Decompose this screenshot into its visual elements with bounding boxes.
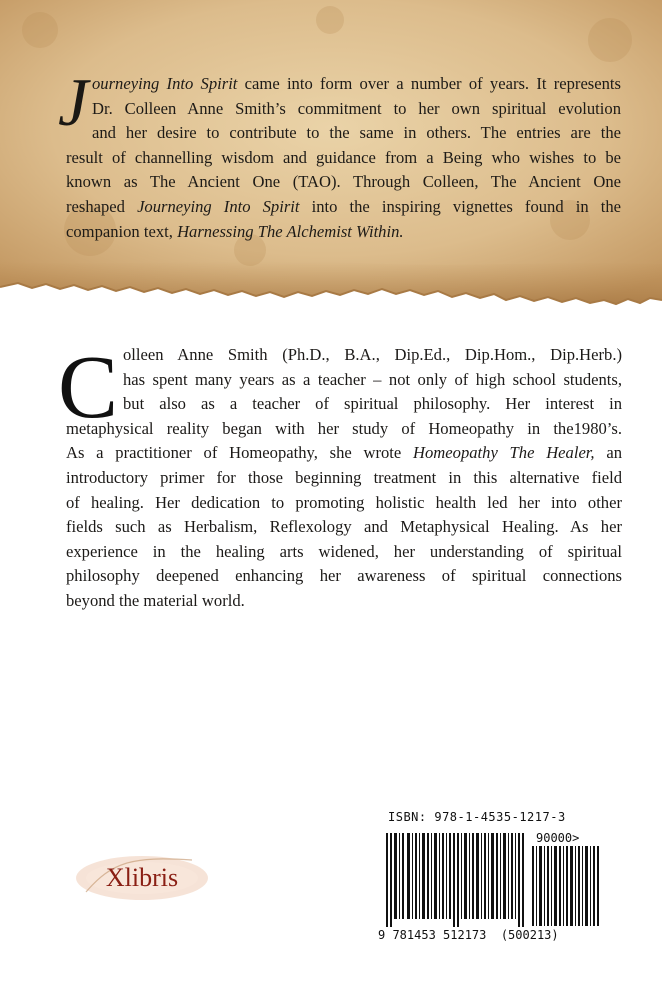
bio-line: beyond the material world. — [66, 590, 245, 610]
book-title-italic: Harnessing The Alchemist Within. — [177, 221, 404, 241]
bio-line — [66, 441, 622, 466]
book-description — [58, 64, 621, 244]
blurb-line — [66, 72, 621, 97]
bio-line: olleen Anne Smith (Ph.D., B.A., Dip.Ed., Dip.Hom., Dip.Herb.) — [123, 345, 622, 364]
bio-text: As a practitioner of Homeopathy, she wrote — [66, 443, 414, 463]
bio-line: fields such as Herbalism, Reflexology and Metaphysical Healing. As her — [66, 517, 622, 537]
drop-cap-c: C — [58, 338, 119, 437]
bio-line: experience in the healing arts widened, her understanding of spiritual — [66, 541, 622, 561]
blurb-line — [66, 195, 621, 220]
ean-digits — [378, 928, 559, 942]
blurb-line: and her desire to contribute to the same in others. The entries are the — [92, 123, 621, 143]
ean-number: 9 781453 512173 — [378, 928, 487, 942]
bio-line: has spent many years as a teacher – not only of high school students, — [123, 369, 622, 389]
book-title-italic: Journeying Into Spirit — [137, 196, 300, 216]
bio-line: philosophy deepened enhancing her awareness of spiritual connections — [66, 566, 622, 586]
blurb-line: result of channelling wisdom and guidance from a Being who wishes to be — [66, 147, 621, 167]
blurb-text: came into form over a number of years. It represents — [237, 74, 621, 93]
blurb-line — [66, 220, 621, 245]
bio-text: an — [594, 443, 622, 463]
blurb-text: into the inspiring vignettes found in the — [299, 196, 621, 216]
book-title-italic: ourneying Into Spirit — [92, 74, 238, 93]
bio-line: metaphysical reality began with her study of Homeopathy in the1980’s. — [66, 418, 622, 438]
isbn-label: ISBN: 978-1-4535-1217-3 — [388, 810, 566, 824]
bio-line: but also as a teacher of spiritual philosophy. Her interest in — [123, 394, 622, 414]
addon-number: (500213) — [500, 928, 559, 942]
addon-barcode — [532, 846, 600, 926]
author-bio — [58, 338, 622, 614]
blurb-text: reshaped — [66, 196, 138, 216]
publisher-logo — [72, 852, 214, 904]
book-title-italic: Homeopathy The Healer, — [413, 443, 595, 463]
price-code: 90000> — [536, 831, 580, 845]
bio-line: introductory primer for those beginning treatment in this alternative field — [66, 467, 622, 487]
blurb-line: known as The Ancient One (TAO). Through Colleen, The Ancient One — [66, 172, 621, 192]
blurb-line: Dr. Colleen Anne Smith’s commitment to her own spiritual evolution — [92, 98, 621, 118]
bio-line: of healing. Her dedication to promoting holistic health led her into other — [66, 492, 622, 512]
publisher-name: Xlibris — [105, 863, 179, 892]
drop-cap-j: J — [58, 64, 89, 140]
blurb-text: companion text, — [66, 221, 178, 241]
ean-barcode — [386, 833, 528, 927]
